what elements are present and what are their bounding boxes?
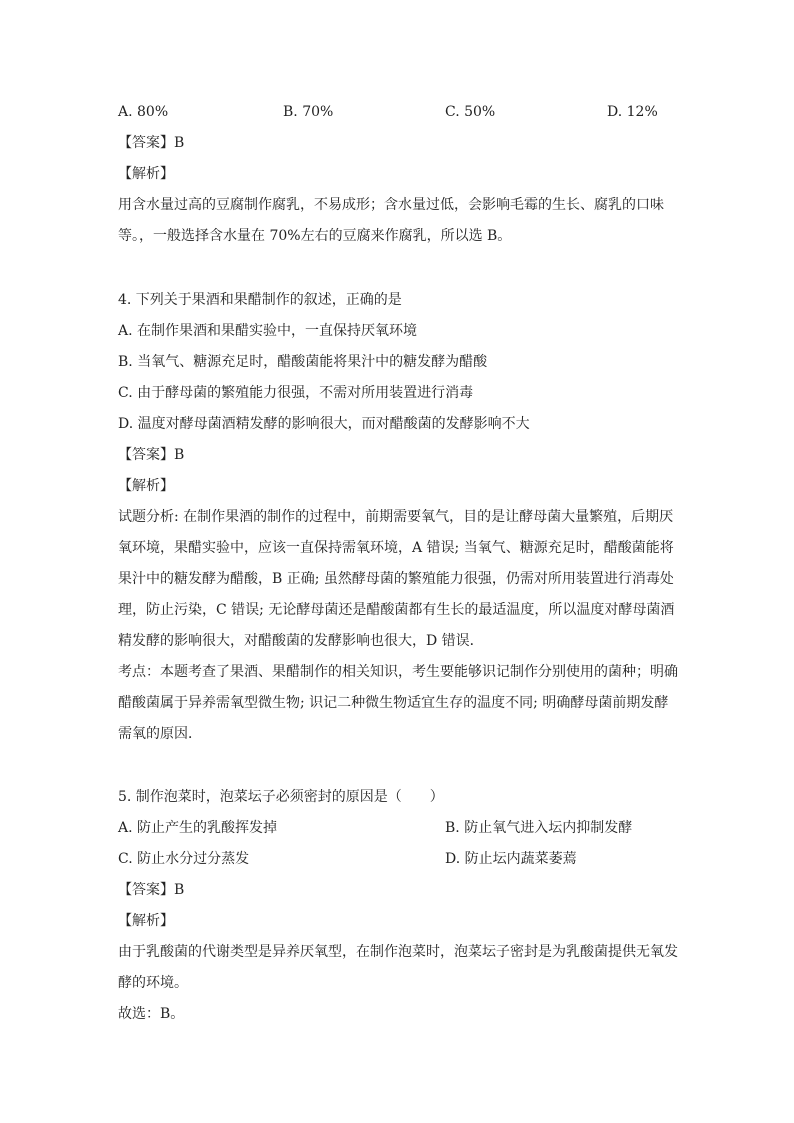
q4-analysis-text: 试题分析: 在制作果酒的制作的过程中，前期需要氧气，目的是让酵母菌大量繁殖，后期厌氧环境，果醋实验中，应该一直保持需氧环境，A 错误; 当氧气、糖源充足时，醋酸菌能将果汁中的糖发酵为醋酸，B 正确; 虽然酵母菌的繁殖能力很强，仍需对所用装置进行消毒处理，防止污染，C 错误; 无论酵母菌还是醋酸菌都有生长的最适温度，所以温度对酵母菌酒精发酵的影响很大，对醋酸菌的发酵影响也很大，D 错误． xyxy=(118,509,675,649)
q3-answer: 【答案】B xyxy=(118,135,185,151)
q5-option-b: B. 防止氧气进入坛内抑制发酵 xyxy=(445,820,633,836)
q4-analysis-label: 【解析】 xyxy=(118,478,174,494)
q3-option-a: A. 80% xyxy=(118,104,169,120)
q4-kaodian-text: 考点：本题考查了果酒、果醋制作的相关知识，考生要能够识记制作分别使用的菌种；明确醋酸菌属于异养需氧型微生物; 识记二种微生物适宜生存的温度不同; 明确酵母菌前期发酵需氧的原因． xyxy=(118,664,678,742)
q5-option-d: D. 防止坛内蔬菜萎蔫 xyxy=(445,851,577,867)
q5-option-c: C. 防止水分过分蒸发 xyxy=(118,851,250,867)
q4-option-b: B. 当氧气、糖源充足时，醋酸菌能将果汁中的糖发酵为醋酸 xyxy=(118,354,488,370)
q5-analysis-text: 由于乳酸菌的代谢类型是异养厌氧型，在制作泡菜时，泡菜坛子密封是为乳酸菌提供无氧发酵的环境。 xyxy=(118,944,678,991)
q4-stem: 4. 下列关于果酒和果醋制作的叙述，正确的是 xyxy=(118,292,402,308)
q5-conclusion: 故选：B。 xyxy=(118,1006,185,1022)
q3-option-b: B. 70% xyxy=(283,104,334,120)
q5-answer: 【答案】B xyxy=(118,882,185,898)
q3-option-c: C. 50% xyxy=(445,104,496,120)
q3-analysis-label: 【解析】 xyxy=(118,166,174,182)
q5-stem: 5. 制作泡菜时，泡菜坛子必须密封的原因是（ ） xyxy=(118,789,444,805)
q4-option-d: D. 温度对酵母菌酒精发酵的影响很大，而对醋酸菌的发酵影响不大 xyxy=(118,416,530,432)
q3-analysis-text: 用含水量过高的豆腐制作腐乳，不易成形；含水量过低，会影响毛霉的生长、腐乳的口味等。，一般选择含水量在 70%左右的豆腐来作腐乳，所以选 B。 xyxy=(118,197,664,244)
q3-option-d: D. 12% xyxy=(607,104,658,120)
q4-answer: 【答案】B xyxy=(118,447,185,463)
q4-option-c: C. 由于酵母菌的繁殖能力很强，不需对所用装置进行消毒 xyxy=(118,385,474,401)
q5-analysis-label: 【解析】 xyxy=(118,913,174,929)
q4-option-a: A. 在制作果酒和果醋实验中，一直保持厌氧环境 xyxy=(118,323,418,339)
q5-option-a: A. 防止产生的乳酸挥发掉 xyxy=(118,820,278,836)
